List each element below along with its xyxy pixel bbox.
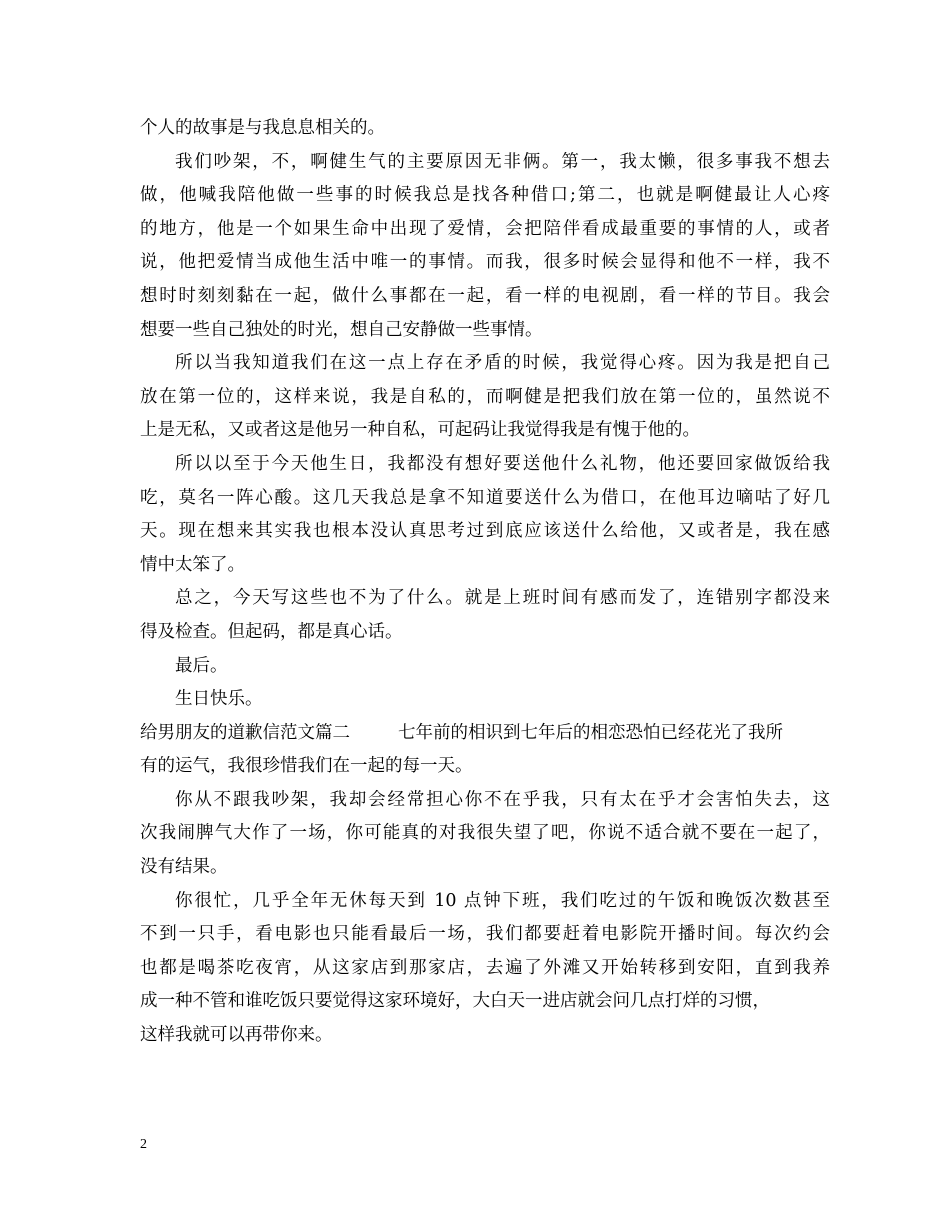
text-line: 你很忙，几乎全年无休每天到 10 点钟下班，我们吃过的午饭和晚饭次数甚至 <box>175 890 830 911</box>
text-line: 上是无私，又或者这是他另一种自私，可起码让我觉得我是有愧于他的。 <box>140 420 700 441</box>
text-line: 成一种不管和谁吃饭只要觉得这家环境好，大白天一进店就会问几点打烊的习惯， <box>140 991 770 1012</box>
text-line: 没有结果。 <box>140 857 228 878</box>
text-block-part-two <box>140 750 830 1052</box>
text-line: 你从不跟我吵架，我却会经常担心你不在乎我，只有太在乎才会害怕失去，这 <box>175 789 830 810</box>
section-heading-continuation: 七年前的相识到七年后的相恋恐怕已经花光了我所 <box>398 722 783 743</box>
text-line: 所以当我知道我们在这一点上存在矛盾的时候，我觉得心疼。因为我是把自己 <box>175 353 830 374</box>
text-line: 吃，莫名一阵心酸。这几天我总是拿不知道要送什么为借口，在他耳边嘀咕了好几 <box>140 487 830 508</box>
text-line: 也都是喝茶吃夜宵，从这家店到那家店，去遍了外滩又开始转移到安阳，直到我养 <box>140 957 830 978</box>
text-line: 有的运气，我很珍惜我们在一起的每一天。 <box>140 756 473 777</box>
text-line: 放在第一位的，这样来说，我是自私的，而啊健是把我们放在第一位的，虽然说不 <box>140 386 830 407</box>
page-number: 2 <box>140 1137 147 1152</box>
text-line: 我们吵架，不，啊健生气的主要原因无非俩。第一，我太懒，很多事我不想去 <box>175 151 830 172</box>
section-heading: 给男朋友的道歉信范文篇二 <box>140 722 350 743</box>
text-line: 最后。 <box>175 655 228 676</box>
text-line: 做，他喊我陪他做一些事的时候我总是找各种借口;第二，也就是啊健最让人心疼 <box>140 185 830 206</box>
text-block-part-one <box>140 112 830 717</box>
text-line: 的地方，他是一个如果生命中出现了爱情，会把陪伴看成最重要的事情的人，或者 <box>140 218 830 239</box>
section-heading-line <box>140 717 830 751</box>
text-line: 所以以至于今天他生日，我都没有想好要送他什么礼物，他还要回家做饭给我 <box>175 453 830 474</box>
text-line: 不到一只手，看电影也只能看最后一场，我们都要赶着电影院开播时间。每次约会 <box>140 924 830 945</box>
text-line: 个人的故事是与我息息相关的。 <box>140 118 385 138</box>
text-line: 生日快乐。 <box>175 689 263 710</box>
text-line: 这样我就可以再带你来。 <box>140 1025 333 1046</box>
text-line: 想时时刻刻黏在一起，做什么事都在一起，看一样的电视剧，看一样的节目。我会 <box>140 285 830 306</box>
text-line: 想要一些自己独处的时光，想自己安静做一些事情。 <box>140 319 543 340</box>
text-line: 得及检查。但起码，都是真心话。 <box>140 621 403 642</box>
text-line: 次我闹脾气大作了一场，你可能真的对我很失望了吧，你说不适合就不要在一起了， <box>140 823 830 844</box>
text-line: 总之，今天写这些也不为了什么。就是上班时间有感而发了，连错别字都没来 <box>175 588 830 609</box>
text-line: 说，他把爱情当成他生活中唯一的事情。而我，很多时候会显得和他不一样，我不 <box>140 252 830 273</box>
body-text <box>140 112 830 1053</box>
text-line: 天。现在想来其实我也根本没认真思考过到底应该送什么给他，又或者是，我在感 <box>140 521 830 542</box>
text-line: 情中太笨了。 <box>140 554 245 575</box>
